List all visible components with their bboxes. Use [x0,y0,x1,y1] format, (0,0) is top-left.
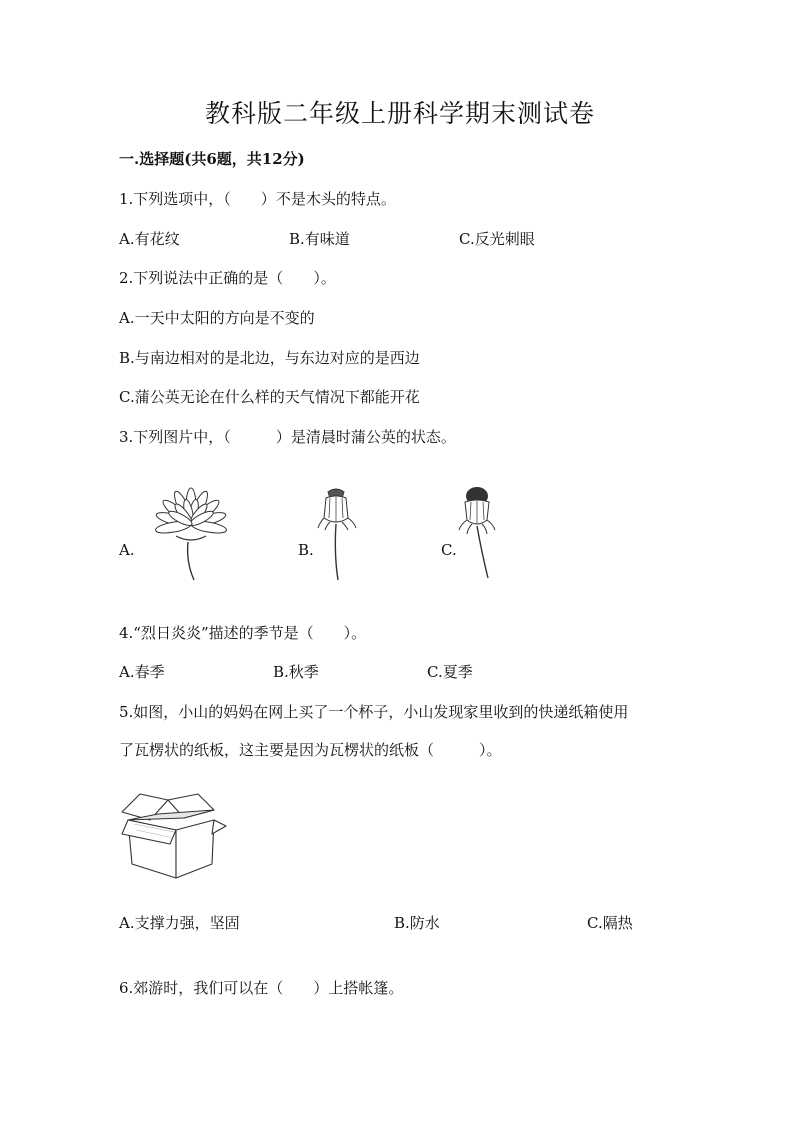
question-5-stem-continued: 了瓦楞状的纸板，这主要是因为瓦楞状的纸板（ ）。 [119,741,502,759]
question-5-option-c[interactable]: C.隔热 [587,914,633,932]
question-1-option-c[interactable]: C.反光刺眼 [459,230,535,248]
question-4-option-b[interactable]: B.秋季 [273,663,319,681]
question-3-option-a[interactable]: A. [119,541,135,559]
question-4-option-a[interactable]: A.春季 [119,663,165,681]
page-title: 教科版二年级上册科学期末测试卷 [204,99,595,128]
closed-dandelion-image [312,484,362,584]
cardboard-box-image [118,790,230,882]
open-dandelion-image [136,484,246,584]
question-2-option-b[interactable]: B.与南边相对的是北边，与东边对应的是西边 [119,349,420,367]
question-1-option-b[interactable]: B.有味道 [289,230,350,248]
question-5-option-b[interactable]: B.防水 [394,914,440,932]
question-2-option-a[interactable]: A.一天中太阳的方向是不变的 [119,309,315,327]
half-closed-dandelion-image [452,484,502,584]
question-1-option-a[interactable]: A.有花纹 [119,230,180,248]
question-5-stem: 5.如图，小山的妈妈在网上买了一个杯子，小山发现家里收到的快递纸箱使用 [119,703,629,721]
question-3-option-c[interactable]: C. [441,541,457,559]
section-heading: 一.选择题(共6题，共12分) [119,150,305,168]
question-5-option-a[interactable]: A.支撑力强，坚固 [119,914,240,932]
question-4-option-c[interactable]: C.夏季 [427,663,473,681]
question-1-stem: 1.下列选项中，（ ）不是木头的特点。 [119,190,396,208]
question-6-stem: 6.郊游时，我们可以在（ ）上搭帐篷。 [119,979,404,997]
question-3-stem: 3.下列图片中，（ ）是清晨时蒲公英的状态。 [119,428,456,446]
question-2-option-c[interactable]: C.蒲公英无论在什么样的天气情况下都能开花 [119,388,420,406]
question-2-stem: 2.下列说法中正确的是（ ）。 [119,269,336,287]
question-4-stem: 4.“烈日炎炎”描述的季节是（ ）。 [119,624,367,642]
question-3-option-b[interactable]: B. [298,541,314,559]
